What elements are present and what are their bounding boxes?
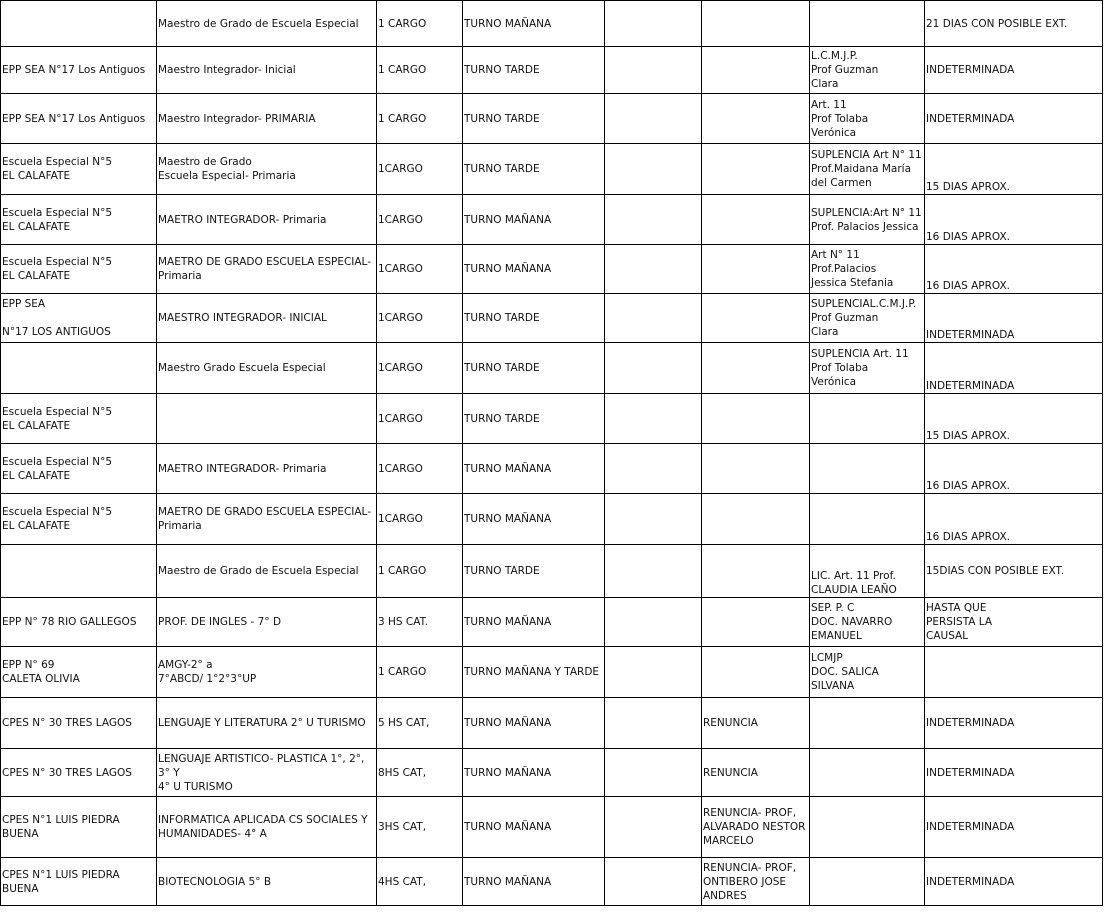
table-row	[1, 294, 1103, 343]
blank-cell	[605, 94, 702, 144]
reason-cell-text: RENUNCIA- PROF, ALVARADO NESTOR MARCELO	[703, 807, 806, 847]
load-cell	[377, 1, 463, 47]
reason-cell	[702, 647, 810, 698]
license-cell	[810, 494, 925, 545]
duration-cell-text: INDETERMINADA	[926, 329, 1015, 341]
school-cell	[1, 245, 157, 294]
license-cell	[810, 245, 925, 294]
load-cell-text: 1 CARGO	[378, 666, 427, 678]
reason-cell	[702, 195, 810, 245]
reason-cell	[702, 858, 810, 906]
duration-cell-text: 15 DIAS APROX.	[926, 181, 1010, 193]
duration-cell	[925, 494, 1103, 545]
load-cell	[377, 858, 463, 906]
reason-cell	[702, 545, 810, 598]
school-cell	[1, 494, 157, 545]
position-cell	[157, 797, 377, 858]
school-cell	[1, 394, 157, 444]
table-row	[1, 444, 1103, 494]
school-cell-text: Escuela Especial N°5 EL CALAFATE	[2, 156, 113, 182]
shift-cell-text: TURNO TARDE	[464, 163, 540, 175]
license-cell-text: Art N° 11 Prof.Palacios Jessica Stefania	[811, 249, 894, 289]
shift-cell-text: TURNO MAÑANA Y TARDE	[464, 666, 600, 678]
license-cell	[810, 444, 925, 494]
reason-cell	[702, 1, 810, 47]
license-cell	[810, 294, 925, 343]
duration-cell-text: 21 DIAS CON POSIBLE EXT.	[926, 17, 1068, 30]
position-cell-text: LENGUAJE Y LITERATURA 2° U TURISMO	[158, 717, 366, 729]
school-cell	[1, 647, 157, 698]
reason-cell	[702, 698, 810, 749]
school-cell	[1, 195, 157, 245]
load-cell	[377, 47, 463, 94]
duration-cell	[925, 394, 1103, 444]
license-cell	[810, 394, 925, 444]
school-cell	[1, 343, 157, 394]
duration-cell	[925, 598, 1103, 647]
blank-cell	[605, 494, 702, 545]
school-cell	[1, 598, 157, 647]
position-cell	[157, 444, 377, 494]
license-cell-text: L.C.M.J.P. Prof Guzman Clara	[811, 50, 879, 90]
school-cell-text: Escuela Especial N°5 EL CALAFATE	[2, 506, 113, 532]
school-cell-text: CPES N° 30 TRES LAGOS	[2, 766, 132, 779]
license-cell	[810, 1, 925, 47]
shift-cell	[463, 144, 605, 195]
position-cell	[157, 394, 377, 444]
shift-cell-text: TURNO MAÑANA	[464, 821, 552, 833]
load-cell-text: 1CARGO	[378, 513, 423, 525]
blank-cell	[605, 858, 702, 906]
table-row	[1, 647, 1103, 698]
duration-cell	[925, 1, 1103, 47]
shift-cell-text: TURNO TARDE	[464, 565, 540, 577]
shift-cell	[463, 294, 605, 343]
load-cell-text: 3HS CAT,	[378, 821, 427, 833]
position-cell	[157, 343, 377, 394]
reason-cell	[702, 144, 810, 195]
license-cell-text: SUPLENCIAL.C.M.J.P. Prof Guzman Clara	[811, 298, 917, 338]
shift-cell	[463, 598, 605, 647]
position-cell	[157, 195, 377, 245]
school-cell	[1, 94, 157, 144]
position-cell	[157, 698, 377, 749]
duration-cell	[925, 245, 1103, 294]
load-cell-text: 1CARGO	[378, 312, 423, 324]
load-cell	[377, 647, 463, 698]
table-row	[1, 144, 1103, 195]
load-cell-text: 1CARGO	[378, 163, 423, 175]
school-cell-text: EPP SEA N°17 Los Antiguos	[2, 64, 146, 76]
position-cell	[157, 598, 377, 647]
license-cell-text: Art. 11 Prof Tolaba Verónica	[811, 98, 869, 139]
school-cell	[1, 545, 157, 598]
license-cell-text: LIC. Art. 11 Prof. CLAUDIA LEAÑO	[811, 570, 897, 596]
blank-cell	[605, 749, 702, 797]
position-cell-text: Maestro Integrador- PRIMARIA	[158, 112, 316, 125]
table-row	[1, 858, 1103, 906]
reason-cell	[702, 797, 810, 858]
position-cell	[157, 94, 377, 144]
duration-cell-text: INDETERMINADA	[926, 821, 1015, 833]
position-cell	[157, 245, 377, 294]
duration-cell	[925, 47, 1103, 94]
shift-cell-text: TURNO MAÑANA	[464, 513, 552, 525]
duration-cell-text: INDETERMINADA	[926, 380, 1015, 392]
duration-cell-text: 16 DIAS APROX.	[926, 531, 1010, 543]
duration-cell-text: 15DIAS CON POSIBLE EXT.	[926, 565, 1065, 577]
load-cell	[377, 494, 463, 545]
license-cell-text: SUPLENCIA:Art N° 11 Prof. Palacios Jessica	[811, 206, 922, 233]
blank-cell	[605, 195, 702, 245]
shift-cell	[463, 444, 605, 494]
load-cell	[377, 94, 463, 144]
school-cell	[1, 144, 157, 195]
duration-cell-text: INDETERMINADA	[926, 875, 1015, 888]
load-cell	[377, 444, 463, 494]
position-cell-text: MAESTRO INTEGRADOR- INICIAL	[158, 312, 327, 324]
position-cell-text: MAETRO DE GRADO ESCUELA ESPECIAL- Primaria	[158, 506, 372, 532]
load-cell-text: 1 CARGO	[378, 112, 427, 125]
shift-cell	[463, 1, 605, 47]
school-cell	[1, 698, 157, 749]
license-cell-text: SUPLENCIA Art N° 11 Prof.Maidana María del Carmen	[811, 149, 922, 189]
shift-cell-text: TURNO MAÑANA	[464, 263, 552, 275]
position-cell	[157, 545, 377, 598]
reason-cell	[702, 444, 810, 494]
duration-cell	[925, 444, 1103, 494]
reason-cell	[702, 47, 810, 94]
license-cell	[810, 698, 925, 749]
load-cell-text: 1CARGO	[378, 362, 423, 374]
load-cell	[377, 195, 463, 245]
school-cell-text: CPES N°1 LUIS PIEDRA BUENA	[2, 814, 120, 840]
school-cell	[1, 47, 157, 94]
duration-cell	[925, 749, 1103, 797]
blank-cell	[605, 444, 702, 494]
load-cell	[377, 394, 463, 444]
position-cell-text: Maestro Grado Escuela Especial	[158, 362, 326, 374]
license-cell	[810, 749, 925, 797]
shift-cell-text: TURNO TARDE	[464, 412, 540, 425]
duration-cell	[925, 545, 1103, 598]
license-cell-text: SEP. P. C DOC. NAVARRO EMANUEL	[811, 602, 893, 642]
table-row	[1, 749, 1103, 797]
table-row	[1, 797, 1103, 858]
duration-cell	[925, 195, 1103, 245]
school-cell-text: Escuela Especial N°5 EL CALAFATE	[2, 206, 113, 233]
blank-cell	[605, 343, 702, 394]
table-row	[1, 1, 1103, 47]
duration-cell	[925, 858, 1103, 906]
table-row	[1, 545, 1103, 598]
reason-cell-text: RENUNCIA	[703, 717, 758, 729]
shift-cell-text: TURNO TARDE	[464, 64, 540, 76]
load-cell	[377, 144, 463, 195]
duration-cell	[925, 144, 1103, 195]
shift-cell	[463, 749, 605, 797]
table-row	[1, 598, 1103, 647]
position-cell-text: Maestro Integrador- Inicial	[158, 64, 296, 76]
reason-cell-text: RENUNCIA	[703, 766, 758, 779]
duration-cell-text: 16 DIAS APROX.	[926, 280, 1010, 292]
reason-cell	[702, 245, 810, 294]
reason-cell	[702, 598, 810, 647]
load-cell	[377, 245, 463, 294]
shift-cell	[463, 94, 605, 144]
load-cell-text: 1CARGO	[378, 263, 423, 275]
reason-cell-text: RENUNCIA- PROF, ONTIBERO JOSE ANDRES	[703, 861, 797, 902]
license-cell	[810, 858, 925, 906]
load-cell	[377, 343, 463, 394]
license-cell	[810, 647, 925, 698]
shift-cell	[463, 494, 605, 545]
duration-cell-text: INDETERMINADA	[926, 717, 1015, 729]
shift-cell	[463, 698, 605, 749]
license-cell	[810, 144, 925, 195]
school-cell-text: EPP SEA N°17 Los Antiguos	[2, 112, 146, 125]
table-row	[1, 494, 1103, 545]
blank-cell	[605, 1, 702, 47]
duration-cell	[925, 698, 1103, 749]
load-cell-text: 1 CARGO	[378, 17, 427, 30]
duration-cell-text: 16 DIAS APROX.	[926, 480, 1010, 492]
school-cell-text: CPES N°1 LUIS PIEDRA BUENA	[2, 868, 120, 895]
shift-cell-text: TURNO MAÑANA	[464, 766, 552, 779]
shift-cell	[463, 545, 605, 598]
position-cell-text: MAETRO INTEGRADOR- Primaria	[158, 213, 327, 226]
school-cell	[1, 1, 157, 47]
reason-cell	[702, 394, 810, 444]
school-cell	[1, 858, 157, 906]
duration-cell-text: 15 DIAS APROX.	[926, 430, 1010, 442]
load-cell-text: 1 CARGO	[378, 565, 427, 577]
position-cell-text: AMGY-2° a 7°ABCD/ 1°2°3°UP	[158, 659, 257, 685]
load-cell	[377, 797, 463, 858]
load-cell-text: 1CARGO	[378, 462, 423, 475]
school-cell	[1, 294, 157, 343]
blank-cell	[605, 647, 702, 698]
table-row	[1, 394, 1103, 444]
load-cell	[377, 598, 463, 647]
shift-cell	[463, 195, 605, 245]
license-cell	[810, 47, 925, 94]
shift-cell-text: TURNO MAÑANA	[464, 875, 552, 888]
table-row	[1, 343, 1103, 394]
load-cell-text: 1 CARGO	[378, 64, 427, 76]
position-cell	[157, 858, 377, 906]
shift-cell-text: TURNO MAÑANA	[464, 616, 552, 628]
license-cell	[810, 797, 925, 858]
position-cell	[157, 1, 377, 47]
table-row	[1, 698, 1103, 749]
duration-cell	[925, 797, 1103, 858]
blank-cell	[605, 598, 702, 647]
shift-cell	[463, 858, 605, 906]
license-cell	[810, 343, 925, 394]
license-cell	[810, 195, 925, 245]
duration-cell	[925, 294, 1103, 343]
position-cell	[157, 749, 377, 797]
license-cell	[810, 94, 925, 144]
shift-cell	[463, 47, 605, 94]
table-row	[1, 245, 1103, 294]
shift-cell-text: TURNO TARDE	[464, 362, 540, 374]
duration-cell-text: INDETERMINADA	[926, 112, 1015, 125]
school-cell-text: EPP N° 78 RIO GALLEGOS	[2, 616, 137, 628]
load-cell-text: 1CARGO	[378, 412, 423, 425]
position-cell-text: INFORMATICA APLICADA CS SOCIALES Y HUMANIDADES- 4° A	[158, 814, 368, 840]
blank-cell	[605, 47, 702, 94]
blank-cell	[605, 245, 702, 294]
shift-cell-text: TURNO MAÑANA	[464, 213, 552, 226]
duration-cell	[925, 94, 1103, 144]
position-cell-text: MAETRO DE GRADO ESCUELA ESPECIAL- Primaria	[158, 256, 372, 282]
reason-cell	[702, 94, 810, 144]
position-cell-text: MAETRO INTEGRADOR- Primaria	[158, 462, 327, 475]
duration-cell	[925, 343, 1103, 394]
school-cell-text: Escuela Especial N°5 EL CALAFATE	[2, 256, 113, 282]
shift-cell	[463, 343, 605, 394]
position-cell	[157, 647, 377, 698]
load-cell-text: 3 HS CAT.	[378, 616, 429, 628]
shift-cell-text: TURNO MAÑANA	[464, 17, 552, 30]
school-cell	[1, 797, 157, 858]
duration-cell-text: INDETERMINADA	[926, 64, 1015, 76]
shift-cell	[463, 245, 605, 294]
load-cell	[377, 749, 463, 797]
load-cell-text: 4HS CAT,	[378, 875, 427, 888]
school-cell	[1, 444, 157, 494]
position-cell-text: PROF. DE INGLES - 7° D	[158, 616, 282, 628]
position-cell	[157, 47, 377, 94]
load-cell-text: 8HS CAT,	[378, 766, 427, 779]
blank-cell	[605, 144, 702, 195]
shift-cell	[463, 797, 605, 858]
shift-cell	[463, 394, 605, 444]
shift-cell-text: TURNO TARDE	[464, 312, 540, 324]
reason-cell	[702, 294, 810, 343]
load-cell	[377, 294, 463, 343]
blank-cell	[605, 698, 702, 749]
blank-cell	[605, 294, 702, 343]
shift-cell	[463, 647, 605, 698]
duration-cell-text: HASTA QUE PERSISTA LA CAUSAL	[926, 602, 993, 642]
position-cell-text: LENGUAJE ARTISTICO- PLASTICA 1°, 2°, 3° Y 4° U TURISMO	[158, 752, 365, 793]
shift-cell-text: TURNO TARDE	[464, 112, 540, 125]
load-cell	[377, 545, 463, 598]
position-cell-text: Maestro de Grado de Escuela Especial	[158, 17, 359, 30]
license-cell-text: SUPLENCIA Art. 11 Prof Tolaba Verónica	[811, 348, 909, 388]
reason-cell	[702, 749, 810, 797]
position-cell-text: BIOTECNOLOGIA 5° B	[158, 875, 272, 888]
school-cell-text: Escuela Especial N°5 EL CALAFATE	[2, 455, 113, 482]
school-cell-text: EPP N° 69 CALETA OLIVIA	[2, 659, 80, 685]
position-cell	[157, 494, 377, 545]
blank-cell	[605, 394, 702, 444]
blank-cell	[605, 545, 702, 598]
school-cell-text: Escuela Especial N°5 EL CALAFATE	[2, 405, 113, 432]
position-cell	[157, 294, 377, 343]
school-cell-text: EPP SEA N°17 LOS ANTIGUOS	[2, 298, 111, 338]
license-cell	[810, 545, 925, 598]
load-cell	[377, 698, 463, 749]
school-cell-text: CPES N° 30 TRES LAGOS	[2, 717, 132, 729]
reason-cell	[702, 494, 810, 545]
duration-cell-text: INDETERMINADA	[926, 766, 1015, 779]
license-cell	[810, 598, 925, 647]
shift-cell-text: TURNO MAÑANA	[464, 717, 552, 729]
table-row	[1, 47, 1103, 94]
load-cell-text: 1CARGO	[378, 213, 423, 226]
blank-cell	[605, 797, 702, 858]
position-cell	[157, 144, 377, 195]
table-row	[1, 94, 1103, 144]
duration-cell-text: 16 DIAS APROX.	[926, 231, 1010, 243]
load-cell-text: 5 HS CAT,	[378, 717, 430, 729]
duration-cell	[925, 647, 1103, 698]
shift-cell-text: TURNO MAÑANA	[464, 462, 552, 475]
license-cell-text: LCMJP DOC. SALICA SILVANA	[811, 652, 879, 692]
position-cell-text: Maestro de Grado de Escuela Especial	[158, 565, 359, 577]
reason-cell	[702, 343, 810, 394]
position-cell-text: Maestro de Grado Escuela Especial- Primaria	[158, 156, 296, 182]
school-cell	[1, 749, 157, 797]
table-row	[1, 195, 1103, 245]
